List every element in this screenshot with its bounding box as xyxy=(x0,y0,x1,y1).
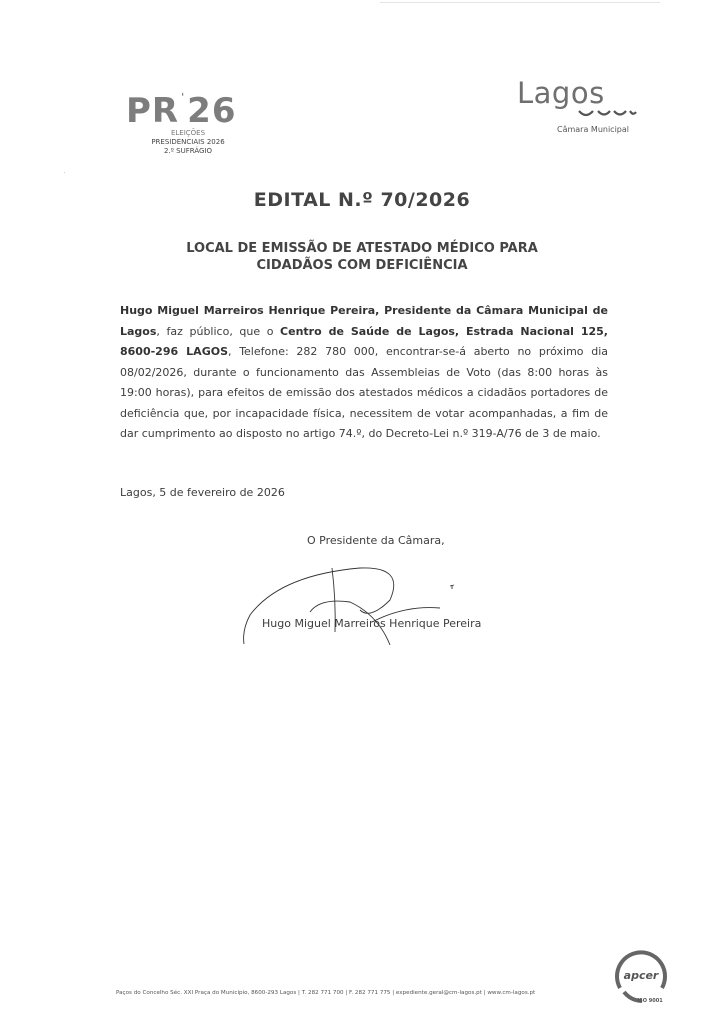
pr-line-2: PRESIDENCIAIS 2026 xyxy=(151,138,225,146)
document-title: EDITAL N.º 70/2026 xyxy=(253,189,471,211)
document-subtitle xyxy=(0,240,724,274)
body-text-1: , faz público, que o xyxy=(156,324,281,338)
signature-name: Hugo Miguel Marreiros Henrique Pereira xyxy=(262,617,482,630)
scan-speck xyxy=(64,172,65,173)
pr-number: 26 xyxy=(187,91,237,131)
body-bold-location: Centro de Saúde de Lagos, Estrada Nacional 125, 8600-296 LAGOS xyxy=(120,324,608,358)
date-line: Lagos, 5 de fevereiro de 2026 xyxy=(120,486,285,499)
lagos-wordmark: Lagos xyxy=(517,76,605,110)
scan-edge-line xyxy=(380,2,660,3)
pr26-logo xyxy=(118,80,258,156)
pr-line-3: 2.º SUFRÁGIO xyxy=(163,147,213,155)
pr-superscript: ' xyxy=(181,92,186,103)
subtitle-line-1: LOCAL DE EMISSÃO DE ATESTADO MÉDICO PARA xyxy=(186,241,538,256)
handwritten-signature xyxy=(240,560,480,650)
apcer-iso-logo xyxy=(612,948,670,1006)
lagos-logo xyxy=(517,76,637,134)
subtitle-line-2: CIDADÃOS COM DEFICIÊNCIA xyxy=(256,258,468,273)
iso-text: ISO 9001 xyxy=(637,998,663,1004)
footer-address: Paços do Concelho Séc. XXI Praça do Município, 8600-293 Lagos | T. 282 771 700 | F. 282 771 775 | expediente.geral@cm-lagos.pt | www.cm-lagos.pt xyxy=(116,990,536,996)
pr-line-1: ELEIÇÕES xyxy=(170,129,206,137)
pr-letters: PR xyxy=(126,91,180,131)
apcer-text: apcer xyxy=(623,969,659,982)
document-body xyxy=(120,301,608,445)
waves-icon xyxy=(577,108,637,120)
body-text-2: , Telefone: 282 780 000, encontrar-se-á aberto no próximo dia 08/02/2026, durante o funcionamento das Assembleias de Voto (das 8:00 horas às 19:00 horas), para efeitos de emissão dos atestados médicos a cidadãos portadores de deficiência que, por incapacidade física, necessitem de votar acompanhadas, a fim de dar cumprimento ao disposto no artigo 74.º, do Decreto-Lei n.º 319-A/76 de 3 de maio. xyxy=(120,345,609,440)
body-bold-president: Hugo Miguel Marreiros Henrique Pereira, Presidente da Câmara Municipal de Lagos xyxy=(120,304,608,338)
pr26-mark xyxy=(118,80,258,129)
lagos-subtitle: Câmara Municipal xyxy=(557,125,630,134)
signature-title: O Presidente da Câmara, xyxy=(307,534,445,547)
